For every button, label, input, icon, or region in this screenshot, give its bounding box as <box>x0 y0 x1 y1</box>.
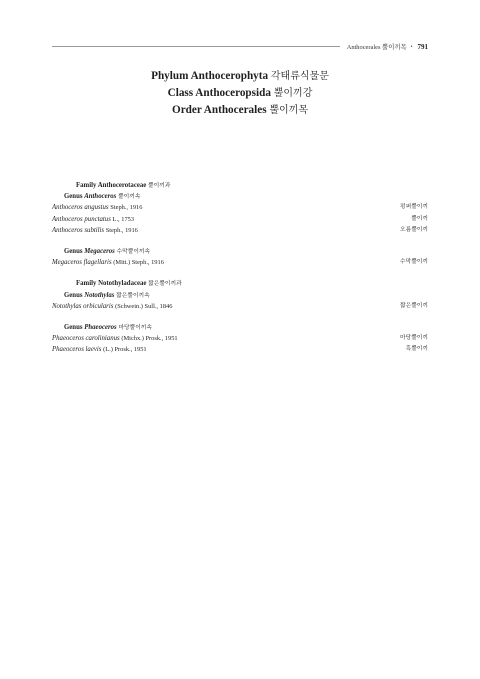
class-title <box>0 85 480 102</box>
page-number: 791 <box>417 43 428 51</box>
family-korean-name: 짧은뿔이끼과 <box>148 281 182 288</box>
title-block <box>0 68 480 119</box>
family-korean-name: 뿔이끼과 <box>147 183 171 189</box>
genus-korean-name: 수막뿔이끼속 <box>116 248 151 255</box>
phylum-korean-name: 각태류식물문 <box>270 71 329 82</box>
species-authority: (Michx.) Prosk., 1951 <box>121 335 178 343</box>
species-name: Anthoceros angustus <box>52 204 109 212</box>
order-name: Order Anthocerales <box>172 104 267 116</box>
class-korean-name: 뿔이끼강 <box>273 88 313 99</box>
phylum-name: Phylum Anthocerophyta <box>151 70 269 82</box>
species-name: Anthoceros punctatus <box>52 215 111 223</box>
running-head-text <box>347 41 428 54</box>
family-heading <box>52 180 428 191</box>
species-name: Phaeoceros laevis <box>52 346 102 354</box>
phylum-title <box>0 68 480 85</box>
species-authority: Steph., 1916 <box>110 204 143 212</box>
species-name: Notothylas orbicularis <box>52 302 114 310</box>
genus-name: Phaeoceros <box>84 323 117 331</box>
family-name: Family Notothyladaceae <box>76 280 147 288</box>
family-name: Family Anthocerotaceae <box>76 182 147 189</box>
species-name: Anthoceros subtilis <box>52 226 105 234</box>
genus-prefix: Genus <box>64 291 83 299</box>
running-head <box>52 41 428 53</box>
species-authority: (Schwein.) Sull., 1846 <box>115 302 173 310</box>
species-korean-name: 펑퍼뿔이끼 <box>400 204 428 211</box>
genus-heading <box>52 191 428 202</box>
genus-prefix: Genus <box>64 323 83 331</box>
genus-korean-name: 뿔이끼속 <box>118 194 141 201</box>
species-korean-name: 짧은뿔이끼 <box>400 302 428 309</box>
species-name: Phaeoceros carolinianus <box>52 335 120 343</box>
species-korean-name: 마당뿔이끼 <box>400 335 428 342</box>
genus-korean-name: 짧은뿔이끼속 <box>116 292 150 299</box>
species-row <box>52 257 428 268</box>
species-row <box>52 225 428 236</box>
genus-name: Notothylas <box>84 291 115 299</box>
genus-prefix: Genus <box>64 193 83 201</box>
species-row <box>52 301 428 312</box>
species-authority: (Mitt.) Steph., 1916 <box>113 259 164 267</box>
species-authority: Steph., 1916 <box>105 226 138 234</box>
class-name: Class Anthoceropsida <box>167 87 271 99</box>
order-korean-name: 뿔이끼목 <box>269 105 308 116</box>
genus-prefix: Genus <box>64 247 83 255</box>
species-name: Megaceros flagellaris <box>52 259 112 267</box>
genus-heading <box>52 290 428 301</box>
species-row <box>52 333 428 344</box>
taxon-list <box>52 180 428 355</box>
species-row <box>52 344 428 355</box>
genus-name: Anthoceros <box>84 193 117 201</box>
family-heading <box>52 278 428 289</box>
bullet-separator: • <box>410 45 413 50</box>
species-row <box>52 202 428 213</box>
species-korean-name: 뿔이끼 <box>411 215 428 222</box>
species-authority: L., 1753 <box>112 215 135 223</box>
genus-heading <box>52 246 428 257</box>
genus-heading <box>52 322 428 333</box>
genus-korean-name: 마당뿔이끼속 <box>118 324 152 331</box>
header-rule <box>52 46 340 47</box>
species-korean-name: 수막뿔이끼 <box>400 259 428 266</box>
species-korean-name: 오름뿔이끼 <box>400 226 428 233</box>
species-row <box>52 214 428 225</box>
species-korean-name: 흑뿔이끼 <box>405 346 428 353</box>
species-authority: (L.) Prosk., 1951 <box>103 346 147 354</box>
order-title <box>0 102 480 119</box>
genus-name: Megaceros <box>84 247 115 255</box>
running-head-section: Anthocerales 뿔이끼목 <box>346 44 407 51</box>
